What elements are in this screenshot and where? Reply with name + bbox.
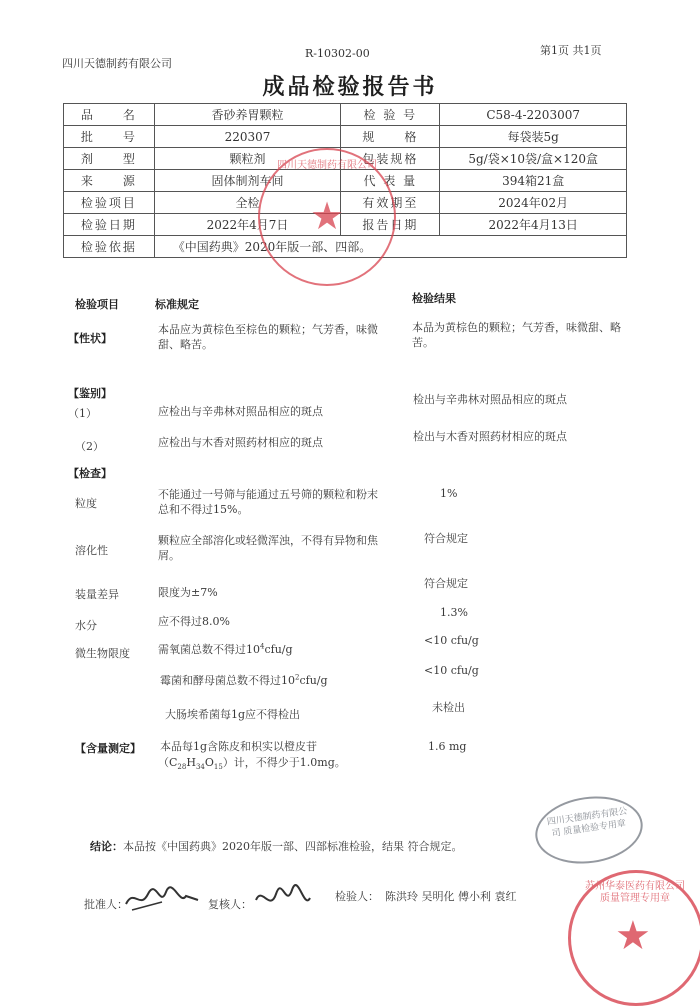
info-cell-l1: 检验项目 (64, 192, 155, 214)
col-item: 检验项目 (75, 298, 119, 311)
info-cell-l2: 代 表 量 (341, 170, 440, 192)
section-identification: 【鉴别】 (68, 387, 112, 400)
conclusion: 结论：本品按《中国药典》2020年版一部、四部标准检验，结果 符合规定。 (90, 840, 463, 853)
col-standard: 标准规定 (155, 298, 199, 311)
company-name: 四川天德制药有限公司 (62, 57, 172, 70)
info-row (64, 104, 627, 126)
ident-2-result: 检出与木香对照药材相应的斑点 (413, 430, 567, 443)
oval-stamp-text: 四川天德制药有限公司 质量检验专用章 (546, 806, 628, 840)
ident-2-item: （2） (75, 440, 104, 453)
microbial-result-3: 未检出 (432, 701, 465, 714)
report-title: 成品检验报告书 (262, 75, 438, 100)
ident-2-standard: 应检出与木香对照药材相应的斑点 (158, 436, 323, 449)
star-icon: ★ (310, 194, 345, 238)
info-cell-v1: 颗粒剂 (154, 148, 341, 170)
solubility-result: 符合规定 (424, 532, 468, 545)
microbial-result-1: <10 cfu/g (424, 634, 479, 647)
info-cell-v2: C58-4-2203007 (440, 104, 627, 126)
microbial-row-2: 霉菌和酵母菌总数不得过$10^2cfu/g$ (160, 673, 328, 687)
info-cell-v1: 全检 (154, 192, 341, 214)
ident-1-item: （1） (68, 407, 97, 420)
doc-code: R-10302-00 (305, 47, 370, 60)
assay-result: 1.6 mg (428, 740, 467, 753)
granularity-item: 粒度 (75, 497, 97, 510)
approver-label: 批准人： (84, 898, 128, 911)
microbial-row-3: 大肠埃希菌每1g应不得检出 (165, 708, 301, 721)
star-icon: ★ (615, 913, 651, 959)
info-cell-l2: 规 格 (341, 126, 440, 148)
info-cell-l1: 检验日期 (64, 214, 155, 236)
microbial-item: 微生物限度 (75, 647, 130, 660)
info-cell-v2: 394箱21盒 (440, 170, 627, 192)
basis-value: 《中国药典》2020年版一部、四部。 (154, 236, 626, 258)
red-corner-stamp (568, 870, 700, 1006)
info-cell-l2: 检 验 号 (341, 104, 440, 126)
microbial-result-2: <10 cfu/g (424, 664, 479, 677)
info-cell-l2: 包装规格 (341, 148, 440, 170)
info-cell-v2: 2024年02月 (440, 192, 627, 214)
character-result: 本品为黄棕色的颗粒；气芳香，味微甜、略苦。 (412, 321, 621, 349)
granularity-standard: 不能通过一号筛与能通过五号筛的颗粒和粉末总和不得过15%。 (158, 488, 378, 516)
oval-gray-stamp (531, 790, 647, 870)
red-corner-stamp-text: 苏州华泰医药有限公司 质量管理专用章 (585, 881, 685, 904)
ident-1-standard: 应检出与辛弗林对照品相应的斑点 (158, 405, 323, 418)
round-stamp-text: 四川天德制药有限公司 (277, 160, 377, 171)
info-cell-v1: 2022年4月7日 (154, 214, 341, 236)
info-cell-l1: 批 号 (64, 126, 155, 148)
info-cell-l2: 报告日期 (341, 214, 440, 236)
inspector-label: 检验人： (335, 890, 379, 903)
weight-variation-result: 符合规定 (424, 577, 468, 590)
moisture-standard: 应不得过8.0% (158, 615, 230, 628)
info-cell-v2: 5g/袋×10袋/盒×120盒 (440, 148, 627, 170)
round-red-stamp (258, 148, 396, 286)
info-cell-l2: 有效期至 (341, 192, 440, 214)
character-standard: 本品应为黄棕色至棕色的颗粒；气芳香，味微甜、略苦。 (158, 323, 378, 351)
info-cell-l1: 剂 型 (64, 148, 155, 170)
inspector-names: 陈洪玲 吴明化 傅小利 袁红 (385, 890, 517, 903)
reviewer-signature (252, 880, 316, 916)
info-row (64, 126, 627, 148)
weight-variation-item: 装量差异 (75, 588, 119, 601)
ident-1-result: 检出与辛弗林对照品相应的斑点 (413, 393, 567, 406)
info-cell-v1: 固体制剂车间 (154, 170, 341, 192)
page-number: 第1页 共1页 (540, 44, 602, 57)
approver-signature (122, 880, 202, 916)
info-cell-v1: 香砂养胃颗粒 (154, 104, 341, 126)
moisture-item: 水分 (75, 619, 97, 632)
section-assay: 【含量测定】 (75, 742, 141, 755)
assay-line-1: 本品每1g含陈皮和枳实以橙皮苷 (160, 740, 318, 753)
microbial-row-1: 需氧菌总数不得过$10^4cfu/g$ (158, 642, 293, 656)
info-cell-v1: 220307 (154, 126, 341, 148)
info-cell-l1: 来 源 (64, 170, 155, 192)
info-cell-v2: 每袋装5g (440, 126, 627, 148)
info-cell-v2: 2022年4月13日 (440, 214, 627, 236)
section-inspection: 【检查】 (68, 467, 112, 480)
info-cell-l1: 品 名 (64, 104, 155, 126)
basis-label: 检验依据 (64, 236, 155, 258)
weight-variation-standard: 限度为±7% (158, 586, 218, 599)
solubility-standard: 颗粒应全部溶化或轻微浑浊，不得有异物和焦屑。 (158, 534, 378, 562)
col-result: 检验结果 (412, 292, 456, 305)
reviewer-label: 复核人： (208, 898, 252, 911)
moisture-result: 1.3% (440, 606, 468, 619)
solubility-item: 溶化性 (75, 544, 108, 557)
assay-line-2: $(C_{28}H_{34}O_{15})$计，不得少于1.0mg。 (158, 756, 346, 772)
section-character: 【性状】 (68, 332, 112, 345)
granularity-result: 1% (440, 487, 458, 500)
